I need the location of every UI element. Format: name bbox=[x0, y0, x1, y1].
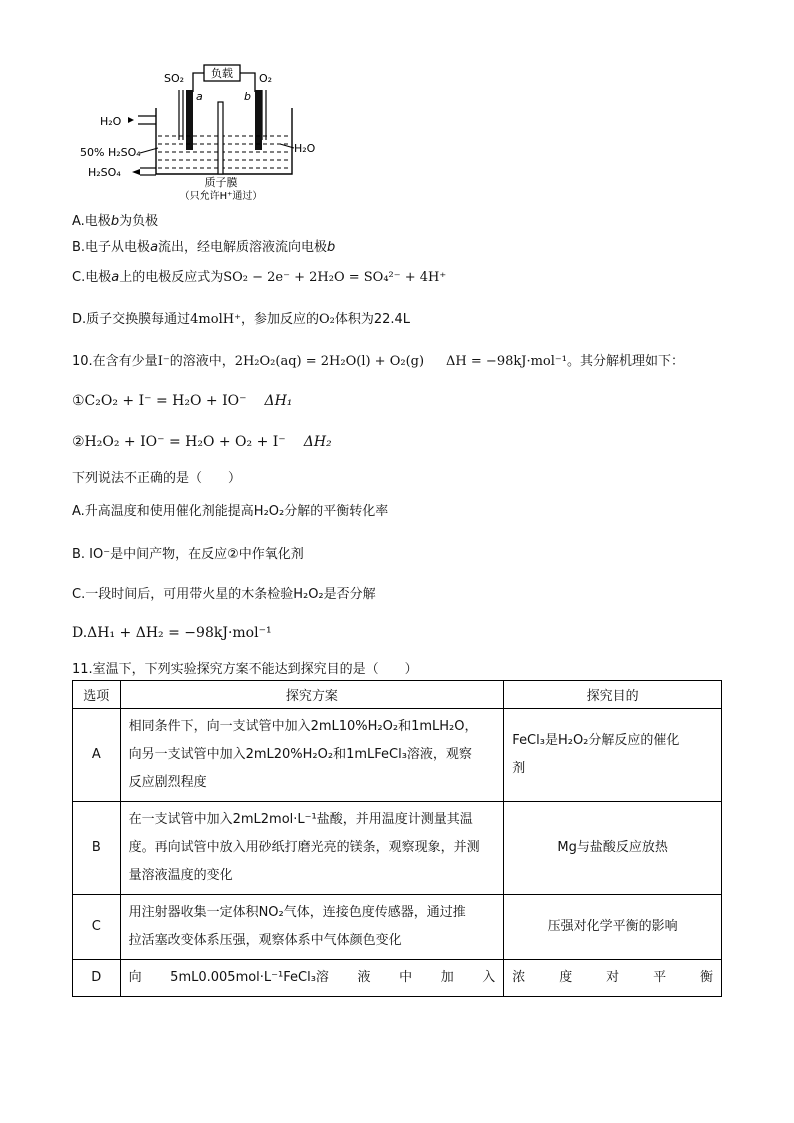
q10-option-d: D.ΔH₁ + ΔH₂ = −98kJ·mol⁻¹ bbox=[72, 625, 272, 641]
table-row bbox=[73, 960, 722, 997]
header-option: 选项 bbox=[73, 681, 121, 709]
table-row bbox=[73, 895, 722, 960]
row-purpose: FeCl₃是H₂O₂分解反应的催化 剂 bbox=[504, 709, 722, 802]
electrode-b bbox=[255, 90, 262, 150]
table-header-row bbox=[73, 681, 722, 709]
q10-question: 下列说法不正确的是（ ） bbox=[72, 471, 242, 486]
row-purpose: 压强对化学平衡的影响 bbox=[504, 895, 722, 960]
q10-step-1: ①C₂O₂ + I⁻ = H₂O + IO⁻ ΔH₁ bbox=[72, 393, 293, 409]
membrane-label: 质子膜 bbox=[204, 176, 238, 189]
q10-option-a: A.升高温度和使用催化剂能提高H₂O₂分解的平衡转化率 bbox=[72, 504, 389, 519]
q10-step-2: ②H₂O₂ + IO⁻ = H₂O + O₂ + I⁻ ΔH₂ bbox=[72, 434, 332, 450]
h2o-in-label: H₂O bbox=[100, 115, 122, 128]
o2-label: O₂ bbox=[259, 72, 273, 85]
q10-stem: 10.在含有少量I⁻的溶液中，2H₂O₂(aq) = 2H₂O(l) + O₂(g) ΔH = −98kJ·mol⁻¹。其分解机理如下： bbox=[72, 354, 684, 369]
h2o-out-label: H₂O bbox=[294, 142, 316, 155]
header-plan: 探究方案 bbox=[120, 681, 504, 709]
row-plan: 向 5mL0.005mol·L⁻¹FeCl₃溶 液 中 加 入 bbox=[120, 960, 504, 997]
electrode-b-label: b bbox=[244, 90, 251, 103]
header-purpose: 探究目的 bbox=[504, 681, 722, 709]
row-purpose: Mg与盐酸反应放热 bbox=[504, 802, 722, 895]
row-option: D bbox=[73, 960, 121, 997]
row-option: A bbox=[73, 709, 121, 802]
table-row bbox=[73, 709, 722, 802]
q10-option-b: B. IO⁻是中间产物，在反应②中作氧化剂 bbox=[72, 547, 304, 562]
q11-stem: 11.室温下，下列实验探究方案不能达到探究目的是（ ） bbox=[72, 662, 418, 677]
electrode-a-label: a bbox=[196, 90, 203, 103]
q9-option-b: B.电子从电极a流出，经电解质溶液流向电极b bbox=[72, 240, 336, 255]
electrode-a bbox=[186, 90, 193, 150]
acid-out-label: H₂SO₄ bbox=[88, 166, 121, 179]
row-purpose: 浓 度 对 平 衡 bbox=[504, 960, 722, 997]
row-plan: 用注射器收集一定体积NO₂气体，连接色度传感器，通过推 拉活塞改变体系压强，观察体系中气体颜色变化 bbox=[120, 895, 504, 960]
proton-membrane bbox=[218, 102, 223, 174]
table-row bbox=[73, 802, 722, 895]
q11-table bbox=[72, 680, 722, 997]
q9-option-d: D.质子交换膜每通过4molH⁺，参加反应的O₂体积为22.4L bbox=[72, 312, 411, 327]
row-option: B bbox=[73, 802, 121, 895]
q10-option-c: C.一段时间后，可用带火星的木条检验H₂O₂是否分解 bbox=[72, 587, 376, 602]
row-plan: 在一支试管中加入2mL2mol·L⁻¹盐酸，并用温度计测量其温 度。再向试管中放入用砂纸打磨光亮的镁条，观察现象，并测 量溶液温度的变化 bbox=[120, 802, 504, 895]
row-option: C bbox=[73, 895, 121, 960]
so2-label: SO₂ bbox=[164, 72, 185, 85]
acid-in-label: 50% H₂SO₄ bbox=[80, 146, 141, 159]
q9-option-a: A.电极b为负极 bbox=[72, 214, 159, 229]
membrane-note: （只允许H⁺通过） bbox=[179, 191, 263, 202]
row-plan: 相同条件下，向一支试管中加入2mL10%H₂O₂和1mLH₂O， 向另一支试管中加入2mL20%H₂O₂和1mLFeCl₃溶液，观察 反应剧烈程度 bbox=[120, 709, 504, 802]
cell-container bbox=[156, 108, 292, 174]
q9-option-c: C.电极a上的电极反应式为SO₂ − 2e⁻ + 2H₂O = SO₄²⁻ + 4H⁺ bbox=[72, 270, 447, 285]
electrochemical-cell-diagram bbox=[80, 62, 316, 207]
load-label: 负载 bbox=[211, 67, 233, 80]
